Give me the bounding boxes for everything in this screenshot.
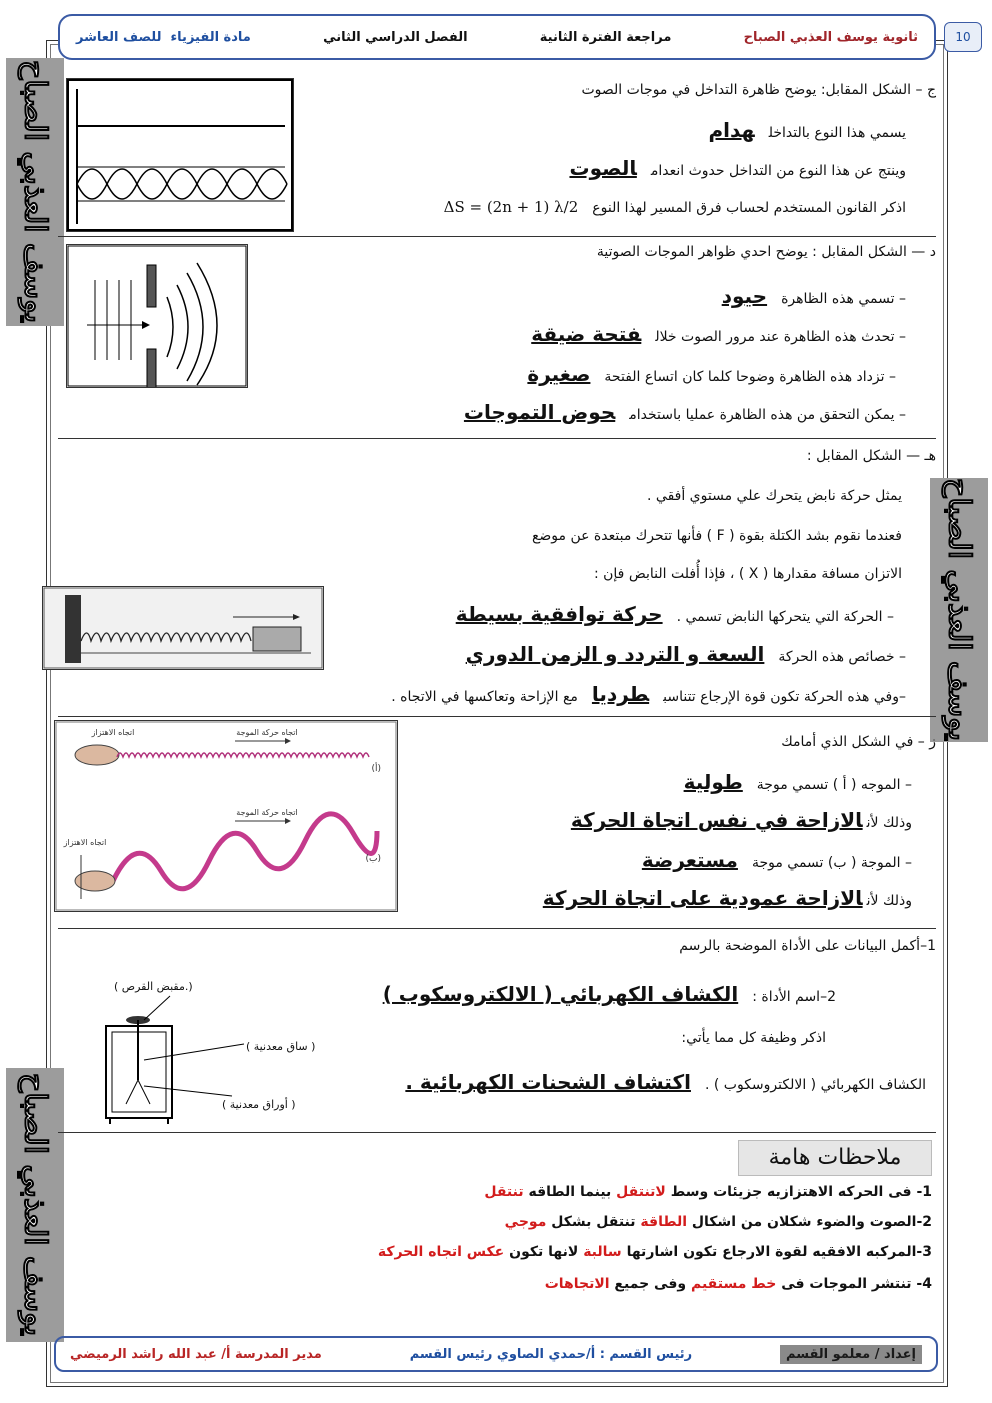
c-a1: هدام [708,118,755,142]
watermark-right [930,478,988,742]
d-q3-text: – تزداد هذه الظاهرة وضوحا كلما كان اتساع الفتحة [604,369,896,385]
note-3d: عكس اتجاه الحركة [377,1244,505,1260]
page-number: 10 [944,22,982,52]
subject: مادة الفيزياء [170,29,251,45]
note-1 [484,1184,932,1200]
e-l3: الاتزان مسافة مقدارها ( X ) ، فإذا أُفلت النابض فإن : [593,566,902,582]
z-ra1: الازاحة في نفس اتجاة الحركة [570,808,863,832]
d-a1: حيود [721,284,768,308]
c-q3-text: اذكر القانون المستخدم لحساب فرق المسير لهذا النوع [592,200,906,216]
label-rod: ( ساق معدنية ) [246,1040,316,1053]
e-l2: فعندما نقوم بشد الكتلة بقوة ( F ) فأنها تتحرك مبتعدة عن موضع [531,528,902,544]
note-3a: 3-المركبه الافقيه لقوة الارجاع تكون اشارتها [626,1244,932,1260]
c-formula: ΔS = (2n + 1) λ/2 [443,198,579,216]
p1-f-ans: اكتشاف الشحنات الكهربائية . [405,1070,691,1094]
note-4 [545,1276,932,1292]
note-3c: لانها تكون [509,1244,579,1260]
e-q3-text: –وفي هذه الحركة تكون قوة الإرجاع تتناسب [663,689,906,705]
wave-dir-label-b: اتجاه حركة الموجة [236,808,298,817]
vib-dir-label-b: اتجاه الاهتزاز [63,838,107,847]
grade: للصف العاشر [76,29,162,45]
note-2 [505,1214,932,1230]
e-q3b-text: مع الإزاحة وتعاكسها في الاتجاه . [391,689,578,705]
z-q1-text: – الموجه ( أ ) تسمي موجة [756,777,912,793]
note-4a: 4- تنتشر الموجات فى [781,1276,932,1292]
note-4c: وفى جميع [614,1276,687,1292]
note-2c: تنتقل بشكل [551,1214,636,1230]
label-disk: (.مقبض القرص ) [114,980,193,993]
p1-func-q: اذكر وظيفة كل مما يأتي: [681,1030,826,1046]
d-a2: فتحة ضيقة [531,322,642,346]
label-leaves: ( أوراق معدنية ) [222,1098,296,1111]
c-title: ج – الشكل المقابل: يوضح ظاهرة التداخل في موجات الصوت [581,82,936,98]
note-1c: بينما الطاقه [528,1184,612,1200]
note-4b: خط مستقيم [690,1276,777,1292]
wave-dir-label-a: اتجاه حركة الموجة [236,728,298,737]
p1-title: 1–أكمل البيانات على الأداة الموضحة بالرسم [679,938,936,954]
notes-section [60,0,936,1330]
z-title: ز – في الشكل الذي أمامك [781,734,936,750]
note-4d: الاتجاهات [544,1276,610,1292]
p1-f-label: الكشاف الكهربائي ( الالكتروسكوب ) . [704,1077,926,1093]
page-footer [54,1336,938,1372]
d-a4: حوض التموجات [463,400,616,424]
watermark-bottom-left [6,1068,64,1342]
e-a2: السعة و التردد و الزمن الدوري [465,642,765,666]
watermark-top-left [6,58,64,326]
e-a1: حركة توافقية بسيطة [455,602,663,626]
notes-title: ملاحظات هامة [738,1140,932,1176]
note-2a: 2-الصوت والضوء شكلان من اشكال [691,1214,932,1230]
e-q1-text: – الحركة التي يتحركها النابض تسمي . [676,609,894,625]
d-a3: صغيرة [527,362,591,386]
footer-head: رئيس القسم : أ/حمدي الصاوي رئيس القسم [409,1346,693,1362]
z-r1-text: وذلك لأن [866,815,912,831]
watermark-text: يوسف العذبي الصباح [17,1073,53,1337]
e-a3: طرديا [591,682,650,706]
semester: الفصل الدراسي الثاني [323,29,468,45]
e-l1: يمثل حركة نابض يتحرك علي مستوي أفقي . [647,488,902,504]
vib-dir-label-a: اتجاه الاهتزاز [91,728,135,737]
footer-prep: إعداد / معلمو القسم [780,1345,922,1364]
note-1b: لاتنتقل [616,1184,666,1200]
d-q1-text: – تسمي هذه الظاهرة [781,291,906,307]
c-q2-text: وينتج عن هذا النوع من التداخل حدوث انعدام [650,163,906,179]
review-title: مراجعة الفترة الثانية [539,29,672,45]
d-q2-text: – تحدث هذه الظاهرة عند مرور الصوت خلال [655,329,906,345]
fig-a-label: (أ) [371,764,381,774]
z-ra2: الازاحة عمودية على اتجاة الحركة [542,886,863,910]
e-title: هـ — الشكل المقابل : [806,448,936,464]
note-2b: الطاقة [640,1214,688,1230]
c-a2: الصوت [569,156,637,180]
z-a1: طولية [683,770,743,794]
footer-principal: مدير المدرسة أ/ عبد الله راشد الرميضي [70,1346,322,1362]
watermark-text: يوسف العذبي الصباح [941,478,977,742]
p1-a-name: الكشاف الكهربائي ( الالكتروسكوب ) [382,982,739,1006]
watermark-text: يوسف العذبي الصباح [17,60,53,324]
note-1d: تنتقل [484,1184,524,1200]
z-r2-text: وذلك لأن [866,893,912,909]
e-q2-text: – خصائص هذه الحركة [778,649,906,665]
school-name: ثانوية يوسف العذبي الصباح [743,29,918,45]
note-3 [378,1244,932,1260]
d-q4-text: – يمكن التحقق من هذه الظاهرة عمليا باستخدام [629,407,906,423]
d-title: د — الشكل المقابل : يوضح احدي ظواهر الموجات الصوتية [596,244,936,260]
note-2d: موجي [504,1214,547,1230]
z-q2-text: – الموجة ( ب) تسمي موجة [751,855,912,871]
z-a2: مستعرضة [641,848,738,872]
note-1a: 1- فى الحركه الاهتزازيه جزيئات وسط [670,1184,932,1200]
fig-b-label: (ب) [365,854,381,864]
note-3b: سالبة [583,1244,622,1260]
c-q1-text: يسمي هذا النوع بالتداخل [768,125,906,141]
p1-q-name: 2–اسم الأداة : [752,989,836,1005]
